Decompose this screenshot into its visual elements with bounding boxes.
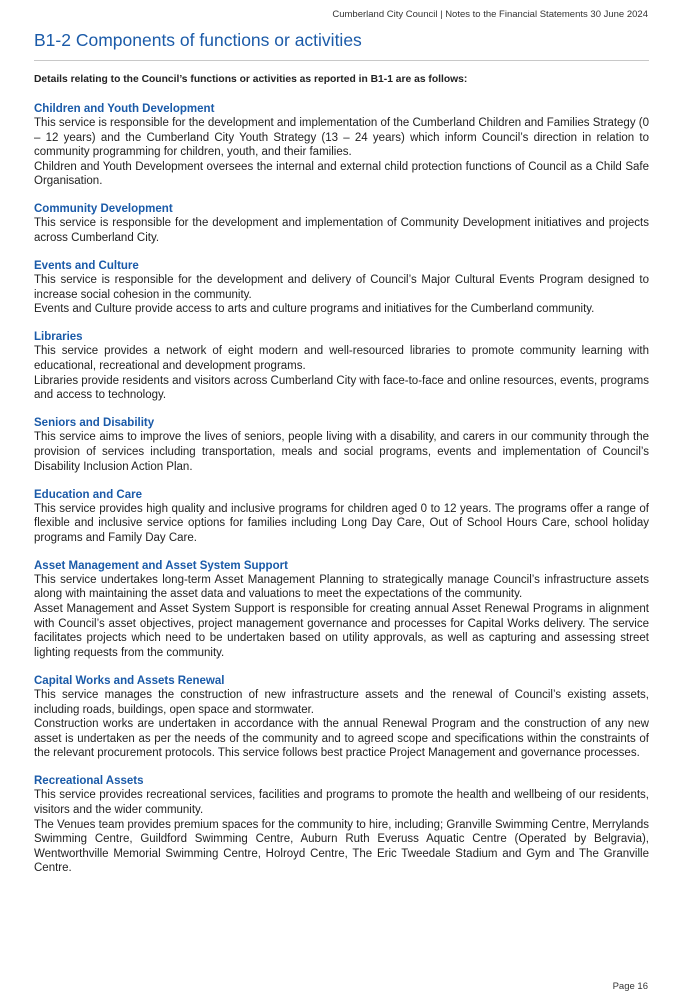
sections-container: [34, 102, 649, 889]
section-paragraph: This service is responsible for the development and implementation of the Cumberland Children and Families Strategy (0 – 12 years) and the Cumberland City Youth Strategy (13 – 24 years) which inform Council’s direction in relation to community programming for children, youth, and their families.: [34, 117, 649, 159]
function-section: [34, 674, 649, 761]
function-section: [34, 559, 649, 661]
section-paragraph: This service undertakes long-term Asset Management Planning to strategically manage Council’s infrastructure assets along with maintaining the asset data and valuations to meet the expectations of the community.: [34, 573, 649, 601]
section-heading: Education and Care: [34, 488, 142, 501]
section-paragraph: Children and Youth Development oversees the internal and external child protection functions of Council as a Child Safe Organisation.: [34, 160, 649, 188]
section-heading: Children and Youth Development: [34, 103, 215, 115]
section-paragraph: Construction works are undertaken in accordance with the annual Renewal Program and the construction of any new asset is undertaken as per the needs of the community and to agreed scope and specifications within the constraints of the relevant procurement protocols. This service follows best practice Project Management and governance processes.: [34, 718, 649, 760]
section-heading: Capital Works and Assets Renewal: [34, 674, 225, 687]
section-paragraph: This service is responsible for the development and delivery of Council’s Major Cultural Events Program designed to increase social cohesion in the community.: [34, 274, 649, 301]
function-section: [34, 102, 649, 189]
intro-text: Details relating to the Council’s functions or activities as reported in B1-1 are as follows:: [34, 74, 468, 85]
section-heading: Recreational Assets: [34, 775, 144, 788]
section-heading: Asset Management and Asset System Support: [34, 559, 288, 572]
function-section: [34, 330, 649, 402]
section-paragraph: Asset Management and Asset System Support is responsible for creating annual Asset Renewal Programs in alignment with Council’s asset objectives, project management governance and processes for Capital Works delivery. The service facilitates projects which need to be undertaken based on utility approvals, as well as capturing and assessing street lighting requests from the community.: [34, 603, 649, 659]
page-number: Page 16: [612, 981, 648, 992]
running-header: Cumberland City Council | Notes to the Financial Statements 30 June 2024: [332, 9, 648, 20]
title-divider: [34, 60, 649, 61]
section-paragraph: This service is responsible for the development and implementation of Community Development initiatives and projects across Cumberland City.: [34, 217, 649, 245]
section-heading: Events and Culture: [34, 260, 139, 273]
section-paragraph: This service manages the construction of new infrastructure assets and the renewal of Council’s existing assets, including roads, buildings, open space and stormwater.: [34, 688, 649, 716]
page-title: B1-2 Components of functions or activities: [34, 30, 362, 50]
function-section: [34, 774, 649, 876]
section-paragraph: This service provides recreational services, facilities and programs to promote the health and wellbeing of our residents, visitors and the wider community.: [34, 789, 649, 816]
section-heading: Community Development: [34, 203, 173, 216]
function-section: [34, 202, 649, 245]
function-section: [34, 488, 649, 546]
section-heading: Libraries: [34, 331, 83, 344]
section-paragraph: This service provides a network of eight modern and well-resourced libraries to promote community learning with educational, recreational and development programs.: [34, 345, 649, 373]
section-paragraph: This service provides high quality and inclusive programs for children aged 0 to 12 years. The programs offer a range of flexible and inclusive service options for families including Long Day Care, Out of School Hours Care, school holiday programs and Family Day Care.: [34, 502, 649, 544]
section-paragraph: The Venues team provides premium spaces for the community to hire, including; Granville Swimming Centre, Merrylands Swimming Centre, Guildford Swimming Centre, Auburn Ruth Everuss Aquatic Centre (Operated by Belgravia), Wentworthville Memorial Swimming Centre, Holroyd Centre, The Eric Tweedale Stadium and Gym and The Granville Centre.: [34, 818, 649, 875]
function-section: [34, 259, 649, 317]
section-paragraph: Libraries provide residents and visitors across Cumberland City with face-to-face and online resources, events, programs and access to technology.: [34, 374, 649, 402]
function-section: [34, 416, 649, 474]
section-paragraph: This service aims to improve the lives of seniors, people living with a disability, and carers in our community through the provision of services including transportation, meals and social programs, events and implementation of Council’s Disability Inclusion Action Plan.: [34, 431, 649, 473]
section-heading: Seniors and Disability: [34, 417, 155, 430]
section-paragraph: Events and Culture provide access to arts and culture programs and initiatives for the Cumberland community.: [34, 303, 595, 316]
